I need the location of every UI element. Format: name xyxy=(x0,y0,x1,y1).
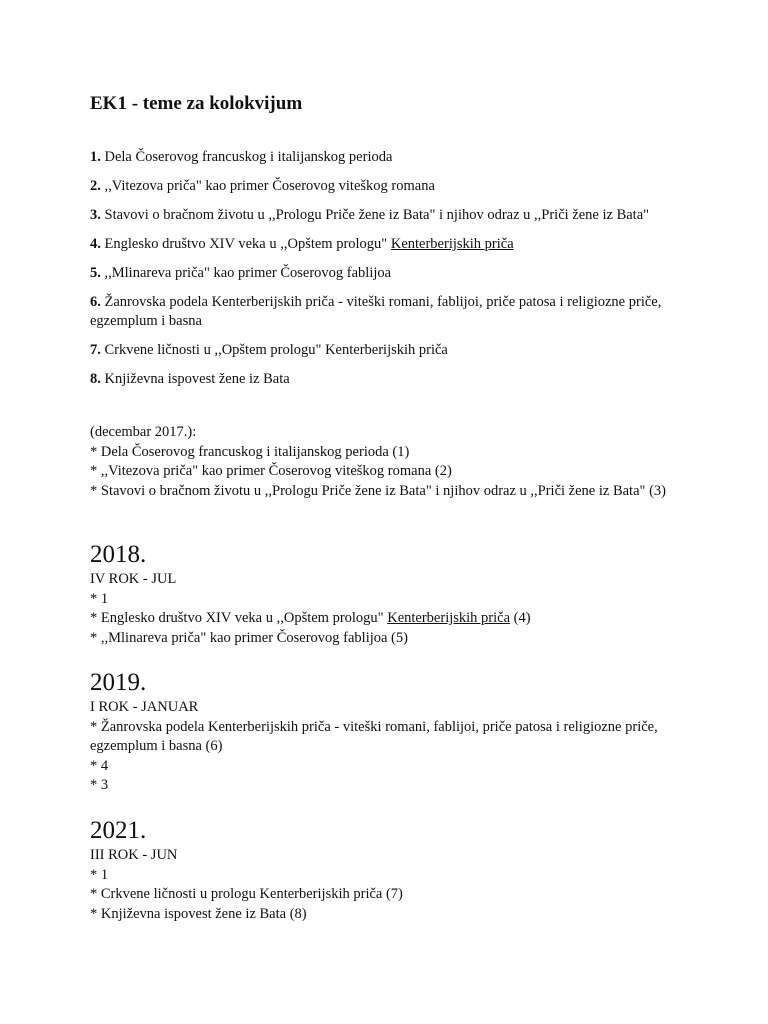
topic-text: Žanrovska podela Kenterberijskih priča - viteški romani, fablijoi, priče patosa i religiozne priče, egzemplum i basna xyxy=(90,294,662,329)
topic-item xyxy=(90,341,690,360)
section-heading: (decembar 2017.): xyxy=(90,424,197,440)
list-item: * 1 xyxy=(90,866,109,883)
topic-item xyxy=(90,148,690,167)
topic-text: Stavovi o bračnom životu u ,,Prologu Priče žene iz Bata" i njihov odraz u ,,Priči žene iz Bata" xyxy=(104,207,650,223)
list-item: * ,,Mlinareva priča" kao primer Čoserovog fablijoa (5) xyxy=(90,629,408,646)
list-item: * Dela Čoserovog francuskog i italijanskog perioda (1) xyxy=(90,443,410,460)
year-heading-2019: 2019. xyxy=(90,669,147,696)
exam-term: III ROK - JUN xyxy=(90,847,178,863)
topic-item xyxy=(90,370,690,389)
underlined-text: Kenterberijskih priča xyxy=(387,610,511,626)
year-heading-2021: 2021. xyxy=(90,817,147,844)
underlined-text: Kenterberijskih priča xyxy=(390,236,514,252)
year-2019-section xyxy=(90,698,690,796)
topic-number: 8. xyxy=(90,371,101,387)
topic-number: 3. xyxy=(90,207,101,223)
list-item: * Književna ispovest žene iz Bata (8) xyxy=(90,905,307,922)
topic-item xyxy=(90,177,690,196)
topic-number: 7. xyxy=(90,342,101,358)
topic-number: 4. xyxy=(90,236,101,252)
exam-term: I ROK - JANUAR xyxy=(90,699,199,715)
year-heading-2018: 2018. xyxy=(90,541,147,568)
list-item: * Stavovi o bračnom životu u ,,Prologu Priče žene iz Bata" i njihov odraz u ,,Priči žene iz Bata" (3) xyxy=(90,482,666,499)
list-item: * Crkvene ličnosti u prologu Kenterberijskih priča (7) xyxy=(90,886,403,902)
document-title: EK1 - teme za kolokvijum xyxy=(90,93,303,114)
topic-number: 2. xyxy=(90,178,101,194)
topic-text: ,,Vitezova priča" kao primer Čoserovog viteškog romana xyxy=(104,178,435,194)
topic-number: 6. xyxy=(90,294,101,310)
list-item: * 3 xyxy=(90,777,109,793)
item-suffix: (4) xyxy=(510,610,531,626)
list-item: * 4 xyxy=(90,757,109,774)
topic-item xyxy=(90,206,690,225)
list-item: * 1 xyxy=(90,590,109,607)
topic-number: 1. xyxy=(90,149,101,165)
topic-list xyxy=(90,148,690,399)
dec-2017-section xyxy=(90,423,690,501)
list-item xyxy=(90,609,690,629)
topic-item xyxy=(90,235,690,254)
topic-number: 5. xyxy=(90,265,101,281)
topic-text: Dela Čoserovog francuskog i italijanskog perioda xyxy=(104,149,393,165)
year-2018-section xyxy=(90,570,690,648)
topic-item xyxy=(90,264,690,283)
topic-text: Književna ispovest žene iz Bata xyxy=(104,371,290,387)
exam-term: IV ROK - JUL xyxy=(90,571,177,587)
year-2021-section xyxy=(90,846,690,924)
list-item: * ,,Vitezova priča" kao primer Čoserovog viteškog romana (2) xyxy=(90,463,452,479)
item-text: * Englesko društvo XIV veka u ,,Opštem prologu" xyxy=(90,610,388,626)
topic-text: ,,Mlinareva priča" kao primer Čoserovog fablijoa xyxy=(104,265,392,281)
topic-item xyxy=(90,293,690,331)
topic-text: Crkvene ličnosti u ,,Opštem prologu" Kenterberijskih priča xyxy=(104,342,448,358)
list-item: * Žanrovska podela Kenterberijskih priča - viteški romani, fablijoi, priče patosa i religiozne priče, egzemplum i basna (6) xyxy=(90,718,658,754)
topic-text: Englesko društvo XIV veka u ,,Opštem prologu" xyxy=(104,236,391,252)
